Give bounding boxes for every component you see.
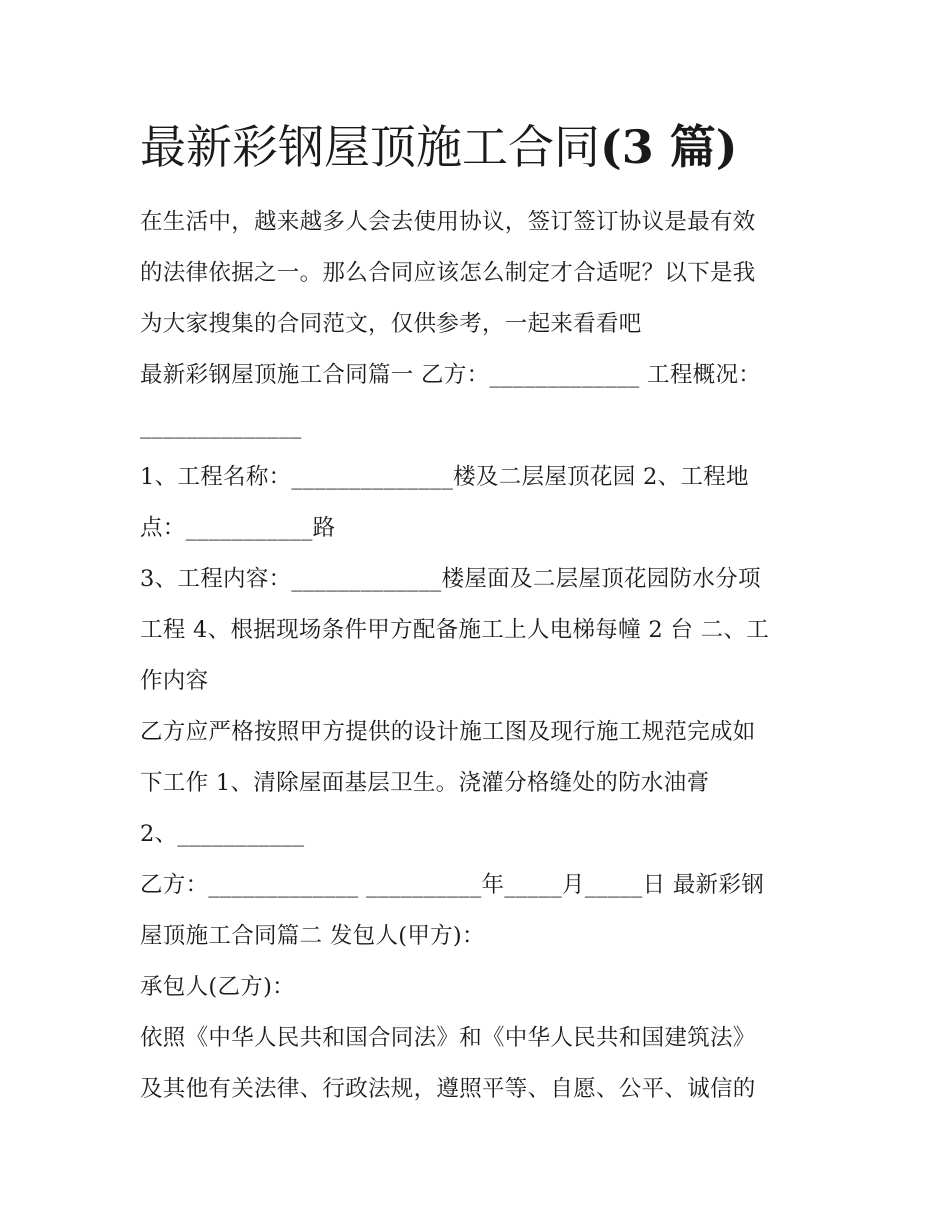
body-line-2: 的法律依据之一。那么合同应该怎么制定才合适呢？以下是我 (140, 260, 756, 286)
body-line-9: 工程 4、根据现场条件甲方配备施工上人电梯每幢 2 台 二、工 (140, 617, 770, 643)
document-page (140, 112, 820, 1115)
body-line-6: 1、工程名称：______________楼及二层屋顶花园 2、工程地 (140, 464, 749, 490)
title-paren: (3 篇) (600, 120, 738, 174)
title-main: 最新彩钢屋顶施工合同 (140, 120, 600, 174)
body-line-11: 乙方应严格按照甲方提供的设计施工图及现行施工规范完成如 (140, 719, 756, 745)
body-line-18: 及其他有关法律、行政法规，遵照平等、自愿、公平、诚信的 (140, 1076, 756, 1102)
body-line-12: 下工作 1、清除屋面基层卫生。浇灌分格缝处的防水油膏 (140, 770, 710, 796)
body-line-3: 为大家搜集的合同范文，仅供参考，一起来看看吧 (140, 311, 642, 337)
body-line-13: 2、___________ (140, 821, 305, 847)
body-line-16: 承包人(乙方)： (140, 974, 295, 1000)
body-line-5: ______________ (140, 413, 302, 439)
document-title (140, 112, 820, 182)
body-line-14: 乙方：_____________ __________年_____月_____日 最新彩钢 (140, 872, 765, 898)
document-body (140, 197, 820, 1115)
body-line-7: 点：___________路 (140, 515, 336, 541)
body-line-1: 在生活中，越来越多人会去使用协议，签订签订协议是最有效 (140, 209, 756, 235)
body-line-15: 屋顶施工合同篇二 发包人(甲方)： (140, 923, 485, 949)
body-line-17: 依照《中华人民共和国合同法》和《中华人民共和国建筑法》 (140, 1025, 756, 1051)
body-line-4: 最新彩钢屋顶施工合同篇一 乙方：_____________ 工程概况： (140, 362, 762, 388)
body-line-10: 作内容 (140, 668, 209, 694)
body-line-8: 3、工程内容：_____________楼屋面及二层屋顶花园防水分项 (140, 566, 761, 592)
